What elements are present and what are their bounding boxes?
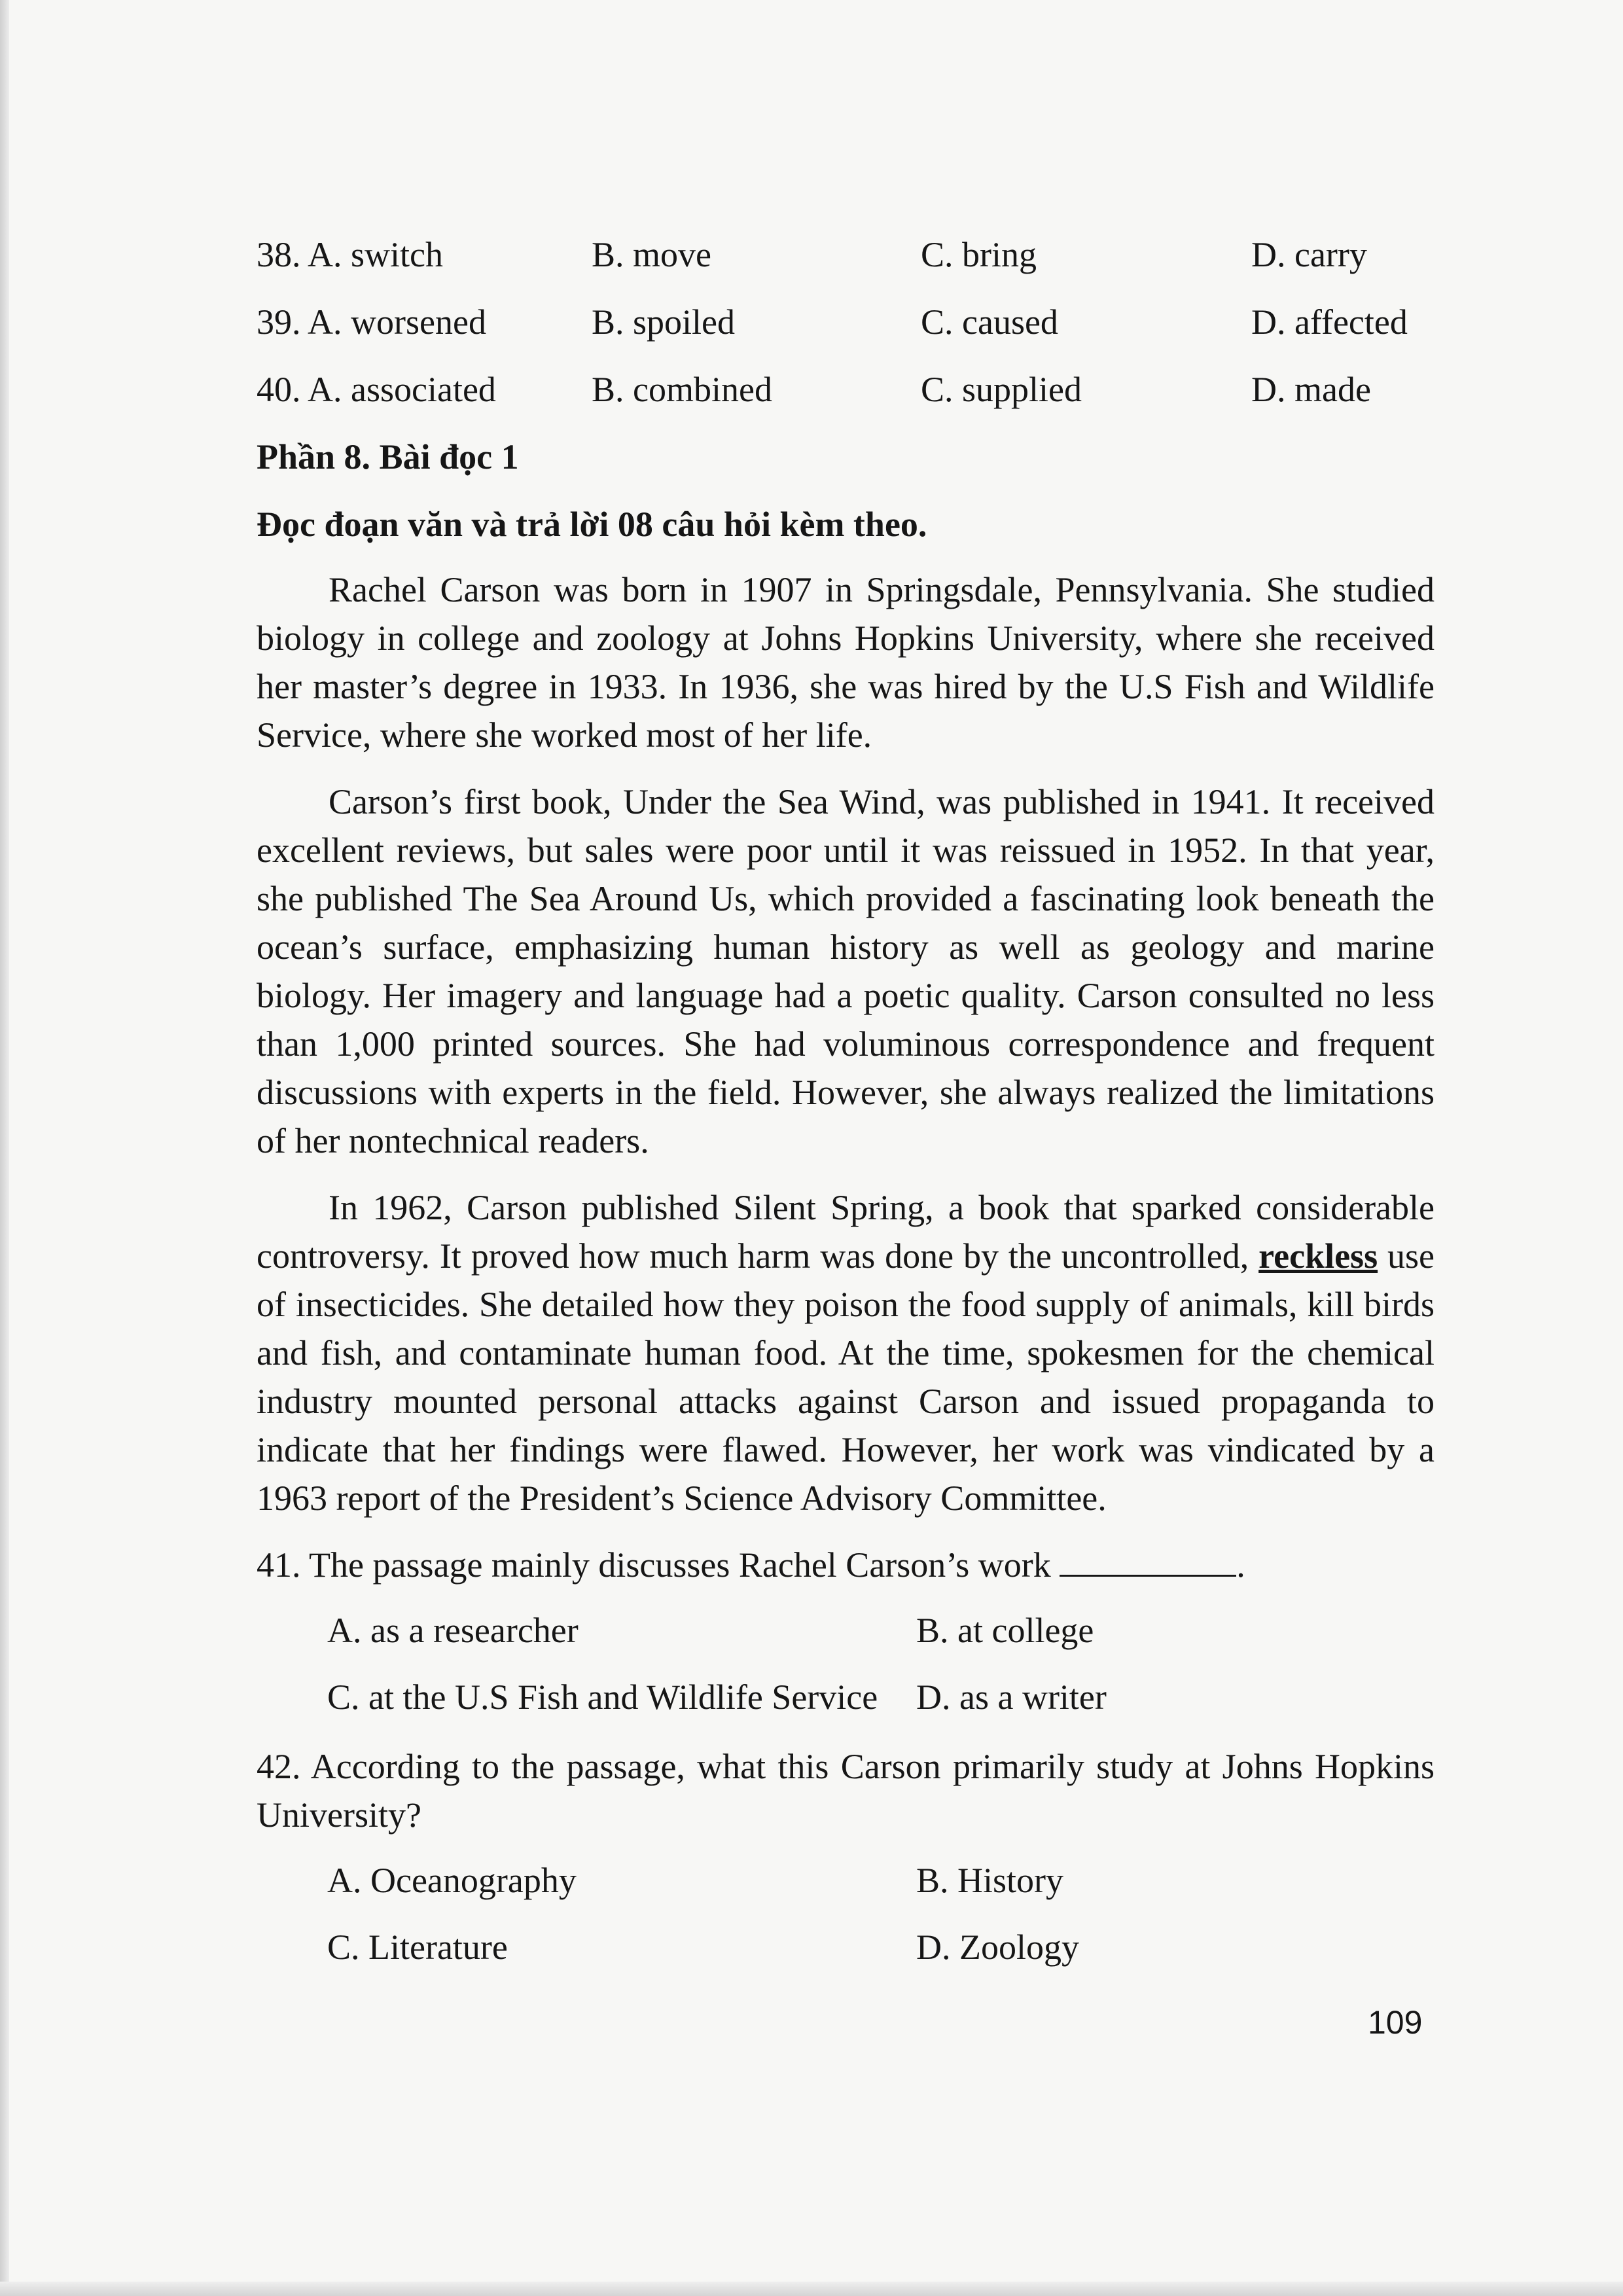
option-row-39	[257, 298, 1435, 365]
answer-row	[327, 1856, 1435, 1923]
passage-paragraph-3	[257, 1183, 1435, 1522]
option-40-b: B. combined	[592, 370, 772, 409]
answer-row	[327, 1673, 1435, 1740]
page-number: 109	[1368, 2004, 1423, 2041]
answer-42-d: D. Zoology	[916, 1928, 1079, 1967]
option-38-a	[257, 230, 443, 279]
option-39-a	[257, 298, 486, 346]
answer-42-c: C. Literature	[327, 1928, 508, 1967]
answer-42-a: A. Oceanography	[327, 1861, 577, 1900]
answer-blank	[1060, 1543, 1236, 1577]
question-41-answers	[327, 1606, 1435, 1740]
option-38-c: C. bring	[921, 235, 1037, 274]
option-39-c: C. caused	[921, 302, 1058, 342]
question-number: 39.	[257, 302, 301, 342]
question-41	[257, 1541, 1435, 1606]
answer-41-c: C. at the U.S Fish and Wildlife Service	[327, 1677, 878, 1717]
option-40-c: C. supplied	[921, 370, 1082, 409]
instruction: Đọc đoạn văn và trả lời 08 câu hỏi kèm theo.	[257, 505, 927, 544]
section-title: Phần 8. Bài đọc 1	[257, 437, 519, 476]
option-row-40	[257, 365, 1435, 433]
answer-row	[327, 1606, 1435, 1673]
option-row-38	[257, 230, 1435, 298]
scan-bottom-edge	[0, 2282, 1623, 2296]
scan-left-edge	[0, 0, 9, 2296]
answer-42-b: B. History	[916, 1861, 1064, 1900]
question-42: 42. According to the passage, what this Carson primarily study at Johns Hopkins University?	[257, 1747, 1435, 1835]
question-41-text: 41. The passage mainly discusses Rachel Carson’s work	[257, 1545, 1060, 1585]
question-41-end: .	[1236, 1545, 1245, 1585]
option-text: A. worsened	[308, 302, 486, 342]
paragraph-3-text-start: In 1962, Carson published Silent Spring, a book that sparked considerable controversy. It proved how much harm was done by the uncontrolled,	[257, 1188, 1435, 1276]
highlighted-word: reckless	[1258, 1236, 1378, 1276]
question-number: 38.	[257, 235, 301, 274]
option-39-d: D. affected	[1251, 302, 1408, 342]
question-number: 40.	[257, 370, 301, 409]
option-38-b: B. move	[592, 235, 711, 274]
answer-41-a: A. as a researcher	[327, 1611, 579, 1650]
option-38-d: D. carry	[1251, 235, 1367, 274]
option-39-b: B. spoiled	[592, 302, 736, 342]
option-text: A. associated	[308, 370, 496, 409]
question-42-answers	[327, 1856, 1435, 1990]
page-content	[257, 230, 1435, 1990]
paragraph-3-text-end: use of insecticides. She detailed how they poison the food supply of animals, kill birds and fish, and contaminate human food. At the time, spokesmen for the chemical industry mounted personal attacks against Carson and issued propaganda to indicate that her findings were flawed. However, her work was vindicated by a 1963 report of the President’s Science Advisory Committee.	[257, 1236, 1435, 1518]
answer-41-b: B. at college	[916, 1611, 1094, 1650]
answer-41-d: D. as a writer	[916, 1677, 1107, 1717]
answer-row	[327, 1923, 1435, 1990]
passage-paragraph-1: Rachel Carson was born in 1907 in Springsdale, Pennsylvania. She studied biology in college and zoology at Johns Hopkins University, where she received her master’s degree in 1933. In 1936, she was hired by the U.S Fish and Wildlife Service, where she worked most of her life.	[257, 570, 1435, 755]
option-40-a	[257, 365, 496, 414]
option-text: A. switch	[308, 235, 444, 274]
passage-paragraph-2: Carson’s first book, Under the Sea Wind, was published in 1941. It received excellent reviews, but sales were poor until it was reissued in 1952. In that year, she published The Sea Around Us, which provided a fascinating look beneath the ocean’s surface, emphasizing human history as well as geology and marine biology. Her imagery and language had a poetic quality. Carson consulted no less than 1,000 printed sources. She had voluminous correspondence and frequent discussions with experts in the field. However, she always realized the limitations of her nontechnical readers.	[257, 782, 1435, 1160]
option-40-d: D. made	[1251, 370, 1371, 409]
